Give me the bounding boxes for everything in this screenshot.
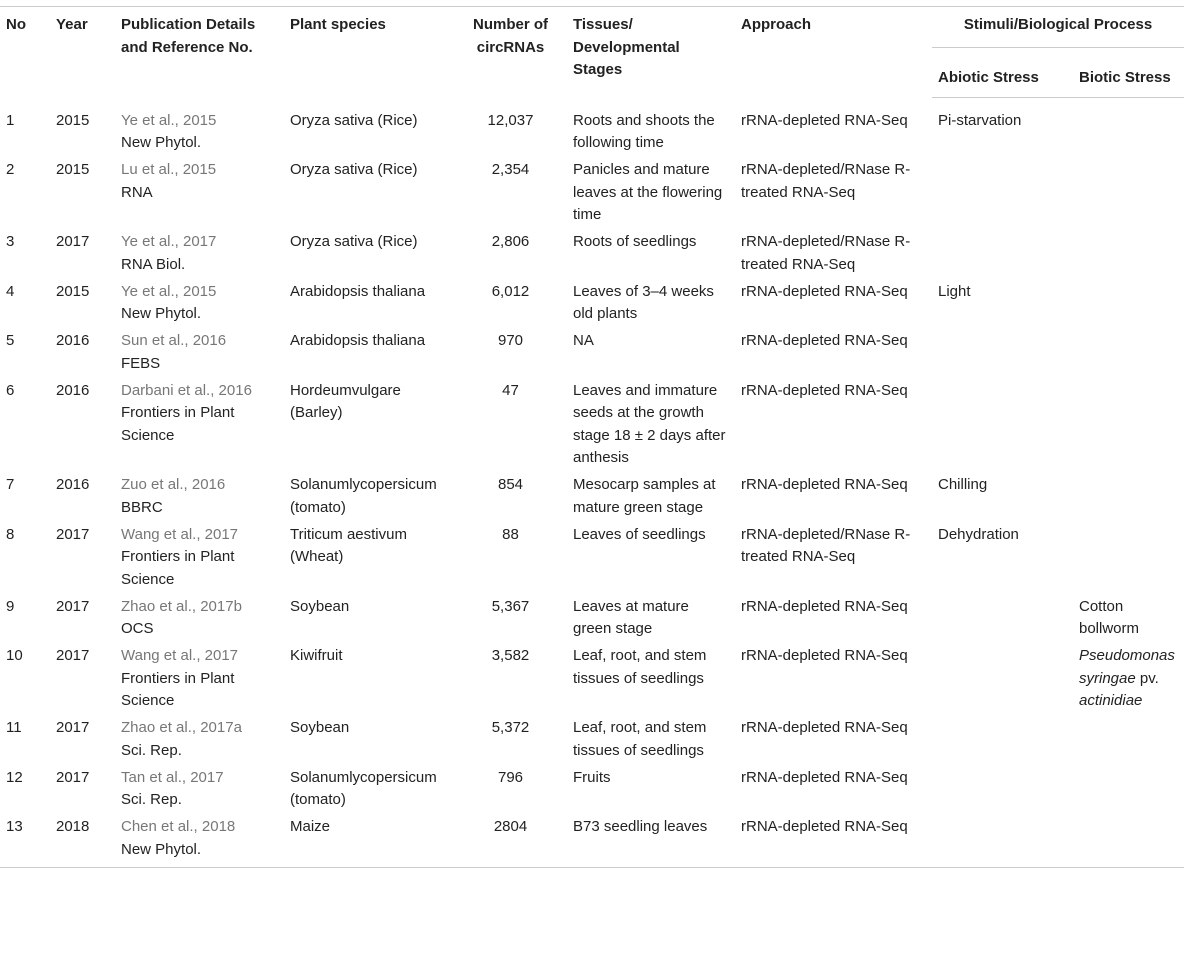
cell-approach: rRNA-depleted RNA-Seq <box>741 719 908 736</box>
table-row <box>0 643 1184 715</box>
cell-year: 2015 <box>56 282 90 300</box>
cell-approach: rRNA-depleted RNA-Seq <box>741 768 908 786</box>
table-row <box>0 98 1184 158</box>
cell-circrna-count: 970 <box>497 332 524 349</box>
reference-link[interactable]: Darbani et al., 2016 <box>121 381 252 399</box>
header-no: No <box>0 7 50 98</box>
cell-circrna-count: 854 <box>497 476 524 493</box>
cell-year: 2017 <box>56 233 90 250</box>
cell-abiotic <box>932 715 1073 765</box>
header-abiotic: Abiotic Stress <box>932 58 1073 98</box>
cell-species: Oryza sativa (Rice) <box>290 111 418 129</box>
table-header <box>0 7 1184 98</box>
header-approach: Approach <box>735 7 932 98</box>
cell-biotic <box>1073 715 1184 765</box>
cell-approach: rRNA-depleted/RNase R-treated RNA-Seq <box>741 233 911 273</box>
cell-circrna-count: 88 <box>502 525 519 543</box>
cell-publication <box>115 594 284 644</box>
cell-approach: rRNA-depleted RNA-Seq <box>741 332 908 349</box>
reference-link[interactable]: Sun et al., 2016 <box>121 332 227 349</box>
cell-abiotic <box>932 643 1073 715</box>
cell-circrna-count: 12,037 <box>487 111 534 129</box>
cell-no: 13 <box>0 814 50 868</box>
cell-year: 2016 <box>56 381 90 399</box>
cell-biotic <box>1073 643 1184 715</box>
cell-biotic <box>1073 378 1184 473</box>
cell-abiotic <box>932 814 1073 868</box>
cell-year: 2017 <box>56 597 90 615</box>
cell-circrna-count: 3,582 <box>491 647 530 664</box>
header-stimuli <box>932 7 1184 58</box>
table-row <box>0 594 1184 644</box>
cell-tissues: Leaves of seedlings <box>573 525 706 543</box>
reference-link[interactable]: Ye et al., 2015 <box>121 111 217 129</box>
cell-approach: rRNA-depleted RNA-Seq <box>735 814 932 868</box>
cell-no: 4 <box>6 282 15 300</box>
cell-tissues: Leaves and immature seeds at the growth stage 18 ± 2 days after anthesis <box>573 381 726 466</box>
cell-species: Soybean <box>290 597 350 615</box>
cell-species: Oryza sativa (Rice) <box>290 233 418 250</box>
cell-abiotic <box>932 594 1073 644</box>
cell-circrna-count: 796 <box>497 768 524 786</box>
circrna-table <box>0 6 1184 868</box>
cell-no: 5 <box>6 332 15 349</box>
reference-link[interactable]: Lu et al., 2015 <box>121 161 217 178</box>
cell-biotic <box>1073 98 1184 158</box>
cell-species: Oryza sativa (Rice) <box>290 161 418 178</box>
cell-tissues: Roots of seedlings <box>573 233 697 250</box>
cell-year: 2015 <box>56 111 90 129</box>
table-row <box>0 715 1184 765</box>
cell-tissues: Roots and shoots the following time <box>573 111 715 151</box>
cell-publication <box>115 98 284 158</box>
journal-name: New Phytol. <box>121 840 202 858</box>
cell-publication <box>115 279 284 329</box>
cell-species: Solanumlycopersicum (tomato) <box>290 476 437 516</box>
cell-no: 8 <box>6 525 15 543</box>
table-row <box>0 522 1184 594</box>
journal-name: OCS <box>121 620 154 637</box>
cell-publication <box>115 522 284 594</box>
cell-circrna-count: 47 <box>502 381 519 399</box>
cell-no: 1 <box>6 111 15 129</box>
journal-name: Frontiers in Plant Science <box>121 548 235 588</box>
cell-circrna-count: 2,354 <box>491 161 530 178</box>
cell-approach: rRNA-depleted/RNase R-treated RNA-Seq <box>741 161 911 201</box>
cell-abiotic: Pi-starvation <box>938 112 1022 129</box>
reference-link[interactable]: Ye et al., 2015 <box>121 282 217 300</box>
cell-biotic <box>1073 328 1184 378</box>
cell-species: Hordeumvulgare (Barley) <box>290 381 401 421</box>
journal-name: BBRC <box>121 498 163 516</box>
cell-biotic <box>1073 157 1184 229</box>
reference-link[interactable]: Zhao et al., 2017b <box>121 597 242 615</box>
cell-circrna-count: 5,367 <box>491 597 530 615</box>
header-circrna-count: Number of circRNAs <box>454 7 567 98</box>
table-row <box>0 229 1184 279</box>
cell-tissues: Leaf, root, and stem tissues of seedlings <box>573 719 707 759</box>
cell-no: 12 <box>6 768 23 786</box>
reference-link[interactable]: Ye et al., 2017 <box>121 233 217 250</box>
table-row <box>0 472 1184 522</box>
cell-publication <box>115 157 284 229</box>
cell-approach: rRNA-depleted/RNase R-treated RNA-Seq <box>741 525 911 565</box>
cell-publication <box>115 378 284 473</box>
table-row <box>0 279 1184 329</box>
cell-tissues: Leaves at mature green stage <box>573 597 689 637</box>
cell-tissues: NA <box>573 332 594 349</box>
journal-name: New Phytol. <box>121 134 202 151</box>
header-biotic: Biotic Stress <box>1073 58 1184 98</box>
cell-biotic <box>1073 472 1184 522</box>
cell-circrna-count: 2,806 <box>491 233 530 250</box>
journal-name: Sci. Rep. <box>121 791 182 808</box>
cell-approach: rRNA-depleted RNA-Seq <box>741 282 908 300</box>
table-row <box>0 378 1184 473</box>
cell-abiotic: Dehydration <box>938 525 1019 543</box>
header-publication: Publication Details and Reference No. <box>115 7 284 98</box>
header-year: Year <box>50 7 115 98</box>
header-stimuli-label: Stimuli/Biological Process <box>932 14 1184 48</box>
cell-species: Maize <box>284 814 454 868</box>
cell-abiotic: Chilling <box>938 476 988 493</box>
cell-publication <box>115 472 284 522</box>
cell-tissues: Mesocarp samples at mature green stage <box>573 476 716 516</box>
cell-publication <box>115 643 284 715</box>
journal-name: Sci. Rep. <box>121 741 182 759</box>
cell-biotic <box>1073 765 1184 815</box>
cell-year: 2017 <box>56 719 90 736</box>
cell-biotic <box>1073 279 1184 329</box>
reference-link[interactable]: Chen et al., 2018 <box>121 818 236 835</box>
table-row <box>0 765 1184 815</box>
cell-biotic <box>1073 229 1184 279</box>
journal-name: RNA <box>121 183 153 201</box>
cell-abiotic <box>932 328 1073 378</box>
biotic-part: actinidiae <box>1079 692 1143 709</box>
cell-year: 2016 <box>56 332 90 349</box>
cell-year: 2017 <box>56 647 90 664</box>
journal-name: FEBS <box>121 354 161 372</box>
cell-year: 2015 <box>56 161 90 178</box>
table-body <box>0 98 1184 868</box>
table-row <box>0 814 1184 868</box>
cell-publication <box>115 229 284 279</box>
table-row <box>0 328 1184 378</box>
cell-publication <box>115 765 284 815</box>
cell-species: Soybean <box>290 719 350 736</box>
header-tissues: Tissues/ Developmental Stages <box>567 7 735 98</box>
cell-biotic: Cotton bollworm <box>1079 597 1140 637</box>
cell-abiotic <box>932 229 1073 279</box>
biotic-part: pv. <box>1135 669 1159 687</box>
table-row <box>0 157 1184 229</box>
cell-year: 2018 <box>50 814 115 868</box>
journal-name: New Phytol. <box>121 305 202 322</box>
journal-name: Frontiers in Plant Science <box>121 404 235 444</box>
cell-circrna-count: 5,372 <box>491 719 530 736</box>
cell-publication <box>115 715 284 765</box>
reference-link[interactable]: Wang et al., 2017 <box>121 647 239 664</box>
cell-species: Solanumlycopersicum (tomato) <box>290 768 437 808</box>
cell-circrna-count: 2804 <box>454 814 567 868</box>
reference-link[interactable]: Wang et al., 2017 <box>121 525 239 543</box>
cell-approach: rRNA-depleted RNA-Seq <box>741 647 908 664</box>
cell-species: Arabidopsis thaliana <box>290 332 426 349</box>
cell-no: 11 <box>6 719 22 736</box>
cell-biotic <box>1073 522 1184 594</box>
cell-tissues: B73 seedling leaves <box>567 814 735 868</box>
journal-name: RNA Biol. <box>121 255 186 273</box>
cell-abiotic: Light <box>938 282 971 300</box>
header-species: Plant species <box>284 7 454 98</box>
cell-approach: rRNA-depleted RNA-Seq <box>741 381 908 399</box>
reference-link[interactable]: Tan et al., 2017 <box>121 768 224 786</box>
cell-no: 7 <box>6 476 15 493</box>
cell-publication <box>115 814 284 868</box>
cell-biotic <box>1073 814 1184 868</box>
cell-tissues: Fruits <box>573 768 611 786</box>
cell-approach: rRNA-depleted RNA-Seq <box>741 476 908 493</box>
cell-tissues: Leaf, root, and stem tissues of seedlings <box>573 647 707 687</box>
cell-publication <box>115 328 284 378</box>
cell-year: 2017 <box>56 768 90 786</box>
cell-year: 2016 <box>56 476 90 493</box>
cell-no: 3 <box>6 233 15 250</box>
cell-species: Arabidopsis thaliana <box>290 282 426 300</box>
cell-no: 6 <box>6 381 15 399</box>
cell-abiotic <box>932 157 1073 229</box>
cell-no: 9 <box>6 597 15 615</box>
cell-tissues: Leaves of 3–4 weeks old plants <box>573 282 714 322</box>
cell-no: 2 <box>6 161 15 178</box>
cell-approach: rRNA-depleted RNA-Seq <box>741 111 908 129</box>
cell-circrna-count: 6,012 <box>491 282 530 300</box>
reference-link[interactable]: Zhao et al., 2017a <box>121 719 242 736</box>
cell-species: Kiwifruit <box>290 647 343 664</box>
cell-abiotic <box>932 378 1073 473</box>
cell-species: Triticum aestivum (Wheat) <box>290 525 407 565</box>
journal-name: Frontiers in Plant Science <box>121 669 235 709</box>
cell-approach: rRNA-depleted RNA-Seq <box>741 597 908 615</box>
cell-year: 2017 <box>56 525 90 543</box>
cell-abiotic <box>932 765 1073 815</box>
cell-tissues: Panicles and mature leaves at the flowering time <box>573 161 723 223</box>
cell-no: 10 <box>6 647 23 664</box>
biotic-part: Pseudomonas syringae <box>1079 647 1175 687</box>
reference-link[interactable]: Zuo et al., 2016 <box>121 476 226 493</box>
